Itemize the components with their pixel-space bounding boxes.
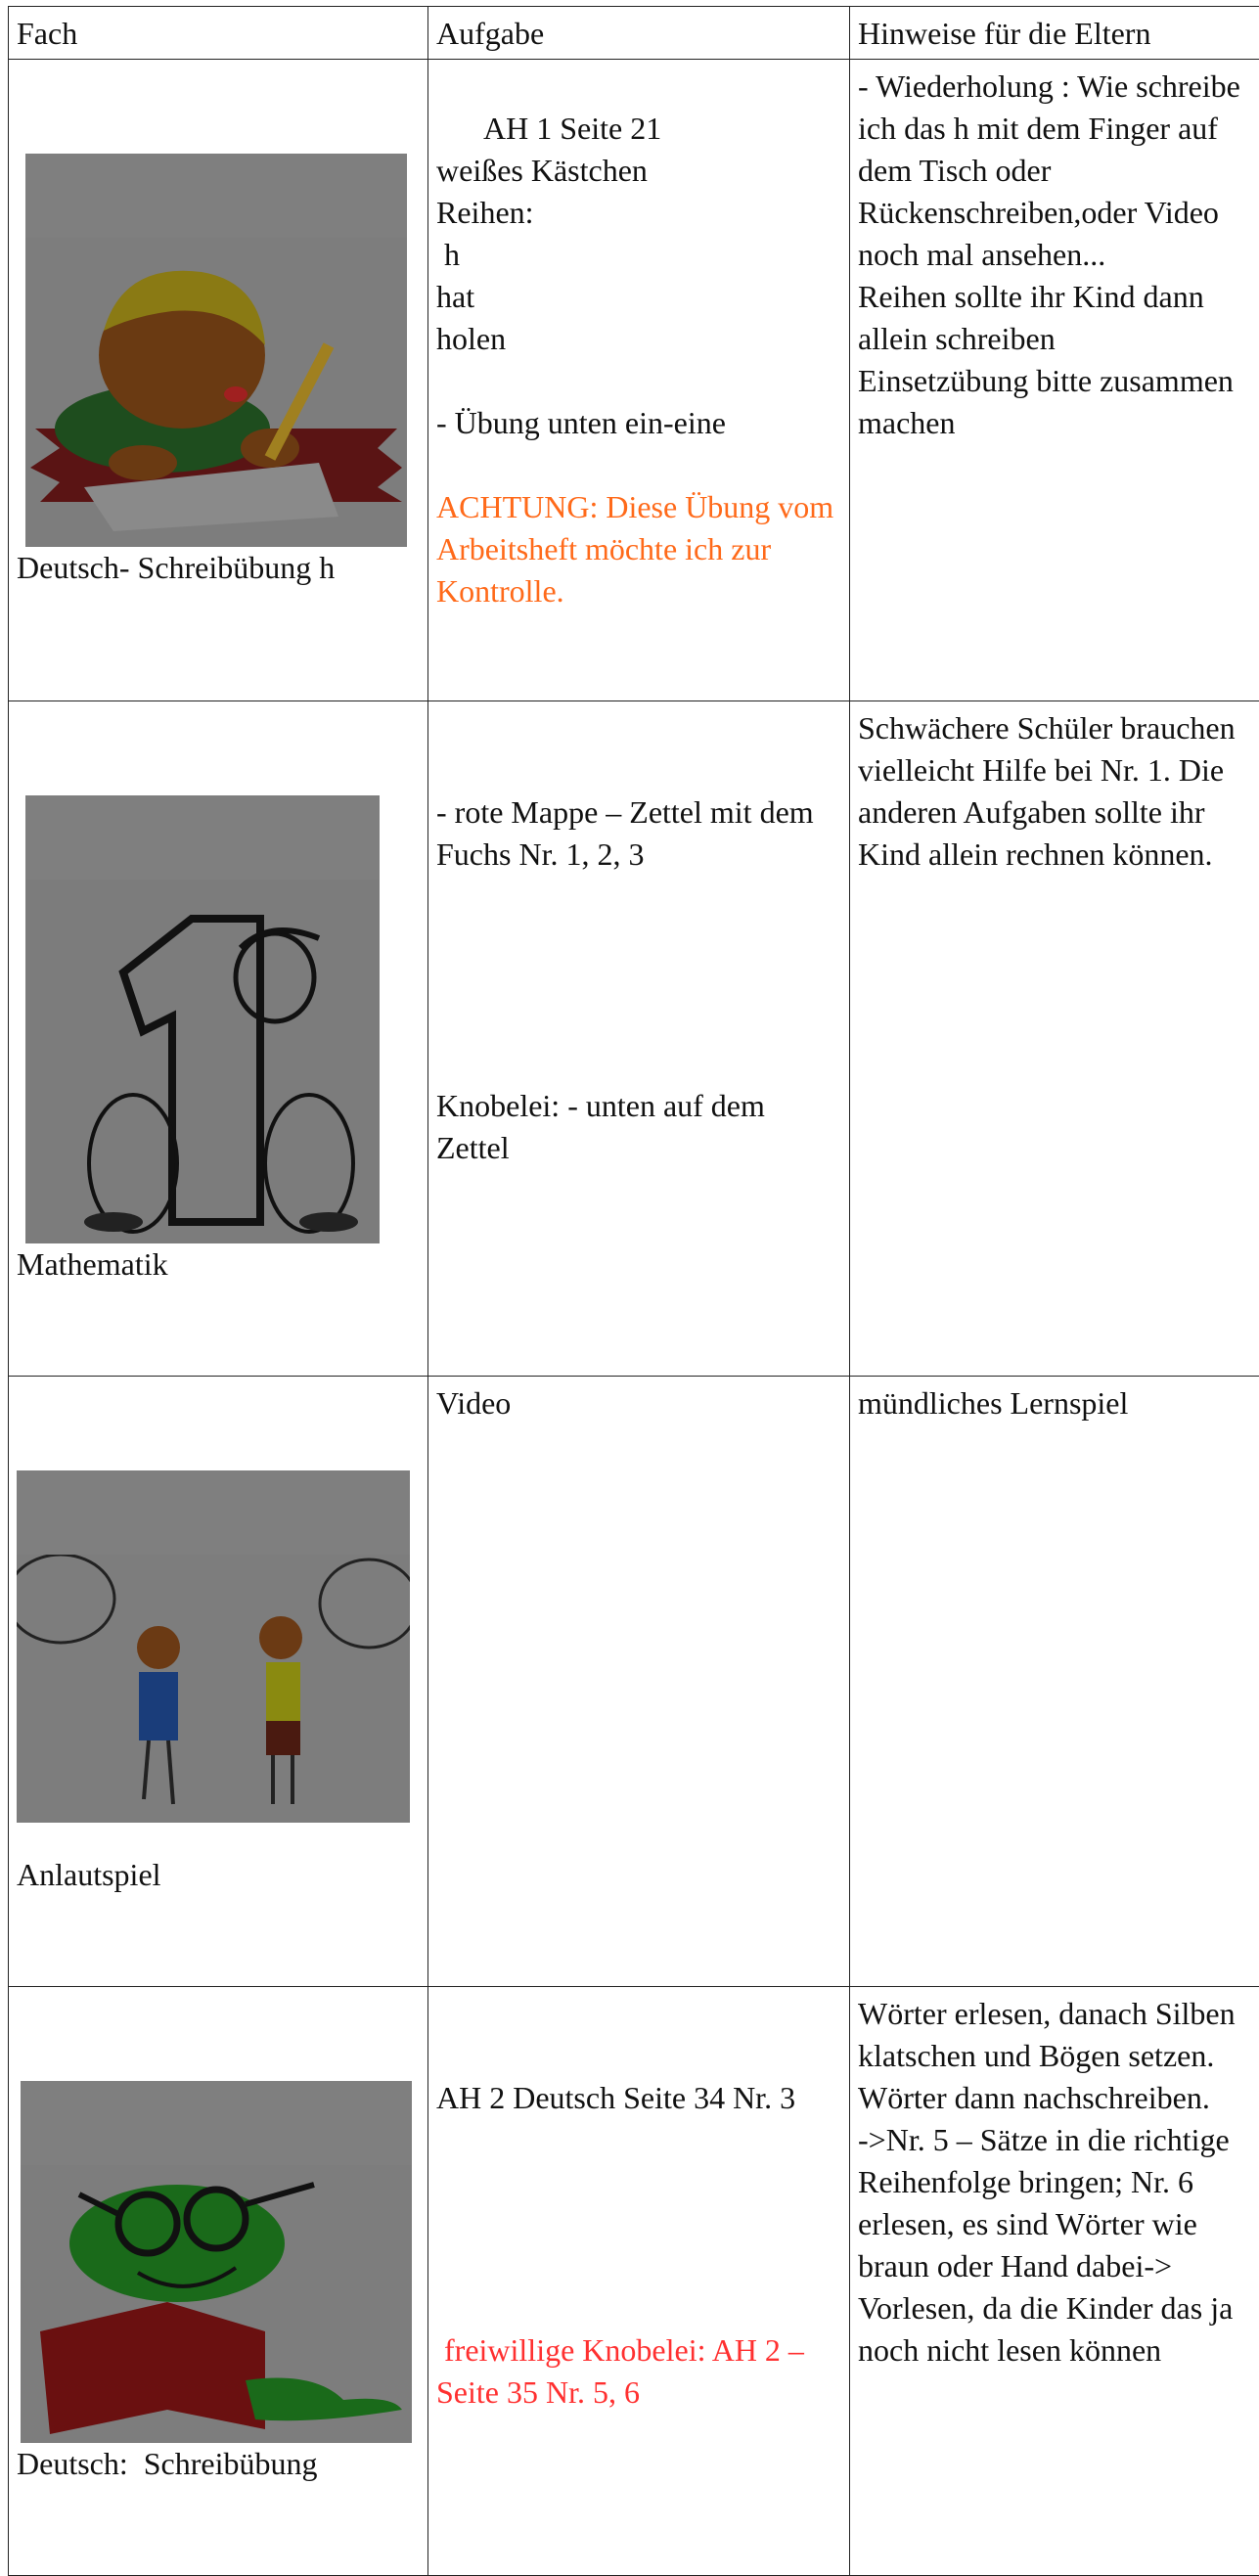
hint-cell: mündliches Lernspiel <box>850 1377 1259 1987</box>
two-children-talking-icon <box>17 1470 410 1739</box>
table-row <box>9 1377 1259 1987</box>
bookworm-reading-icon <box>21 2081 412 2359</box>
subject-cell <box>9 60 428 701</box>
header-fach: Fach <box>9 7 428 60</box>
table-row <box>9 1987 1259 2576</box>
task-text: AH 1 Seite 21 weißes Kästchen Reihen: h hat holen - Übung unten ein-eine <box>436 111 726 440</box>
hint-cell: - Wiederholung : Wie schreibe ich das h mit dem Finger auf dem Tisch oder Rückenschreiben,oder Video noch mal ansehen... Reihen sollte ihr Kind dann allein schreiben Einsetzübung bitte zusammen machen <box>850 60 1259 701</box>
hint-cell: Schwächere Schüler brauchen vielleicht Hilfe bei Nr. 1. Die anderen Aufgaben sollte ihr Kind allein rechnen können. <box>850 701 1259 1377</box>
table-row <box>9 60 1259 701</box>
header-row <box>9 7 1259 60</box>
task-cell <box>428 60 850 701</box>
hint-cell: Wörter erlesen, danach Silben klatschen und Bögen setzen. Wörter dann nachschreiben. ->Nr. 5 – Sätze in die richtige Reihenfolge bringen; Nr. 6 erlesen, es sind Wörter wie braun oder Hand dabei-> Vorlesen, da die Kinder das ja noch nicht lesen können <box>850 1987 1259 2576</box>
table-row <box>9 701 1259 1377</box>
task-text: - rote Mappe – Zettel mit dem Fuchs Nr. 1, 2, 3 <box>436 791 841 1001</box>
boy-writing-icon <box>25 154 407 463</box>
subject-label: Deutsch- Schreibübung h <box>17 547 420 589</box>
boy-with-number-one-icon <box>25 795 380 1159</box>
task-highlight: freiwillige Knobelei: AH 2 – Seite 35 Nr. 5, 6 <box>436 2329 841 2414</box>
task-cell: Video <box>428 1377 850 1987</box>
header-hinweise: Hinweise für die Eltern <box>850 7 1259 60</box>
task-text: AH 2 Deutsch Seite 34 Nr. 3 <box>436 2077 841 2245</box>
task-cell <box>428 1987 850 2576</box>
subject-label: Deutsch: Schreibübung <box>17 2443 420 2485</box>
subject-cell <box>9 1987 428 2576</box>
header-aufgabe: Aufgabe <box>428 7 850 60</box>
subject-cell <box>9 1377 428 1987</box>
subject-label: Mathematik <box>17 1243 420 1286</box>
subject-label: Anlautspiel <box>17 1854 420 1896</box>
task-cell <box>428 701 850 1377</box>
homework-table <box>8 6 1259 2576</box>
task-highlight: ACHTUNG: Diese Übung vom Arbeitsheft möchte ich zur Kontrolle. <box>436 486 841 612</box>
subject-cell <box>9 701 428 1377</box>
task-extra: Knobelei: - unten auf dem Zettel <box>436 1085 841 1169</box>
